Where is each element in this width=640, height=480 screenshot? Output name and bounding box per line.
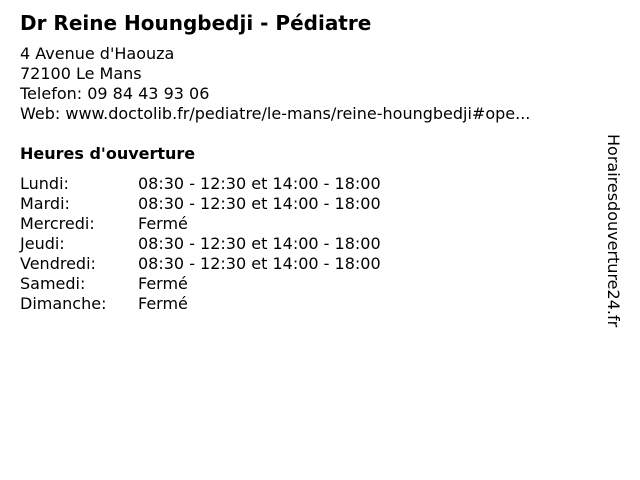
day-label: Dimanche: <box>20 294 107 313</box>
day-label: Jeudi: <box>20 234 65 253</box>
website-link: Web: www.doctolib.fr/pediatre/le-mans/reine-houngbedji#ope... <box>20 104 531 123</box>
hours-value: 08:30 - 12:30 et 14:00 - 18:00 <box>138 194 381 213</box>
address-block <box>20 44 530 124</box>
day-label: Vendredi: <box>20 254 96 273</box>
day-label: Mardi: <box>20 194 70 213</box>
street-address: 4 Avenue d'Haouza <box>20 44 175 63</box>
day-label: Samedi: <box>20 274 86 293</box>
hours-value: 08:30 - 12:30 et 14:00 - 18:00 <box>138 254 381 273</box>
hours-value: Fermé <box>138 214 188 233</box>
day-label: Lundi: <box>20 174 69 193</box>
page-title: Dr Reine Houngbedji - Pédiatre <box>20 11 372 35</box>
site-watermark: Horairesdouverture24.fr <box>604 134 623 328</box>
hours-value: Fermé <box>138 274 188 293</box>
hours-heading: Heures d'ouverture <box>20 144 196 163</box>
hours-value: 08:30 - 12:30 et 14:00 - 18:00 <box>138 234 381 253</box>
phone-number: Telefon: 09 84 43 93 06 <box>20 84 210 103</box>
day-label: Mercredi: <box>20 214 95 233</box>
hours-value: 08:30 - 12:30 et 14:00 - 18:00 <box>138 174 381 193</box>
hours-value: Fermé <box>138 294 188 313</box>
city-address: 72100 Le Mans <box>20 64 142 83</box>
